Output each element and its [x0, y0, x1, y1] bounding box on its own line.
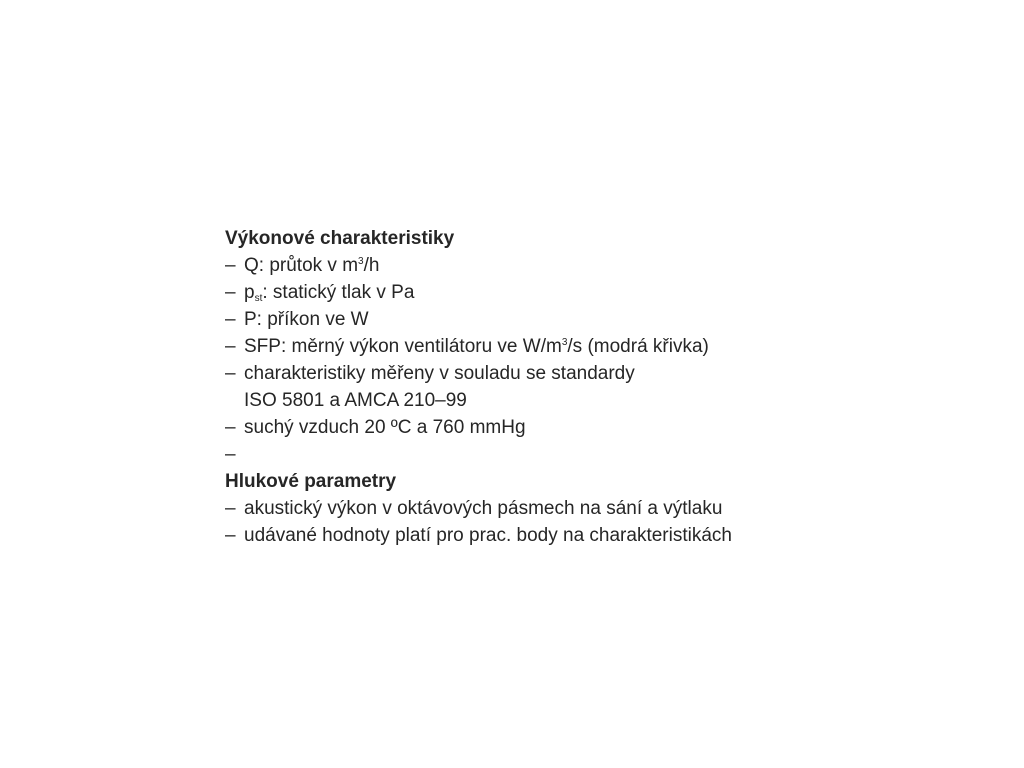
- text-block: [225, 225, 985, 549]
- bullet-dash: –: [225, 498, 236, 519]
- sfp-item: – SFP: měrný výkon ventilátoru ve $W/m^3/s$ (modrá křivka): [225, 333, 985, 360]
- standards-item-continuation: ISO 5801 a AMCA 210–99: [244, 390, 467, 411]
- bullet-dash: –: [225, 525, 236, 546]
- bullet-dash: –: [225, 444, 236, 465]
- noise-item: – udávané hodnoty platí pro prac. body na charakteristikách: [225, 522, 985, 549]
- bullet-dash: –: [225, 309, 236, 330]
- bullet-dash: –: [225, 255, 236, 276]
- noise-heading: Hlukové parametry: [225, 471, 397, 492]
- noise-item: – akustický výkon v oktávových pásmech na sání a výtlaku: [225, 495, 985, 522]
- bullet-dash: –: [225, 363, 236, 384]
- air-conditions-item: – suchý vzduch 20 ºC a 760 mmHg: [225, 414, 985, 441]
- bullet-dash: –: [225, 336, 236, 357]
- standards-item: – charakteristiky měřeny v souladu se standardy: [225, 360, 985, 387]
- empty-item: [225, 441, 985, 468]
- performance-heading: Výkonové charakteristiky: [225, 228, 455, 249]
- power-item: – P: příkon ve W: [225, 306, 985, 333]
- bullet-dash: –: [225, 282, 236, 303]
- static-pressure-item: – $p_{st}$: statický tlak v Pa: [225, 279, 985, 306]
- bullet-dash: –: [225, 417, 236, 438]
- flow-item: – Q: průtok v $m^3/h$: [225, 252, 985, 279]
